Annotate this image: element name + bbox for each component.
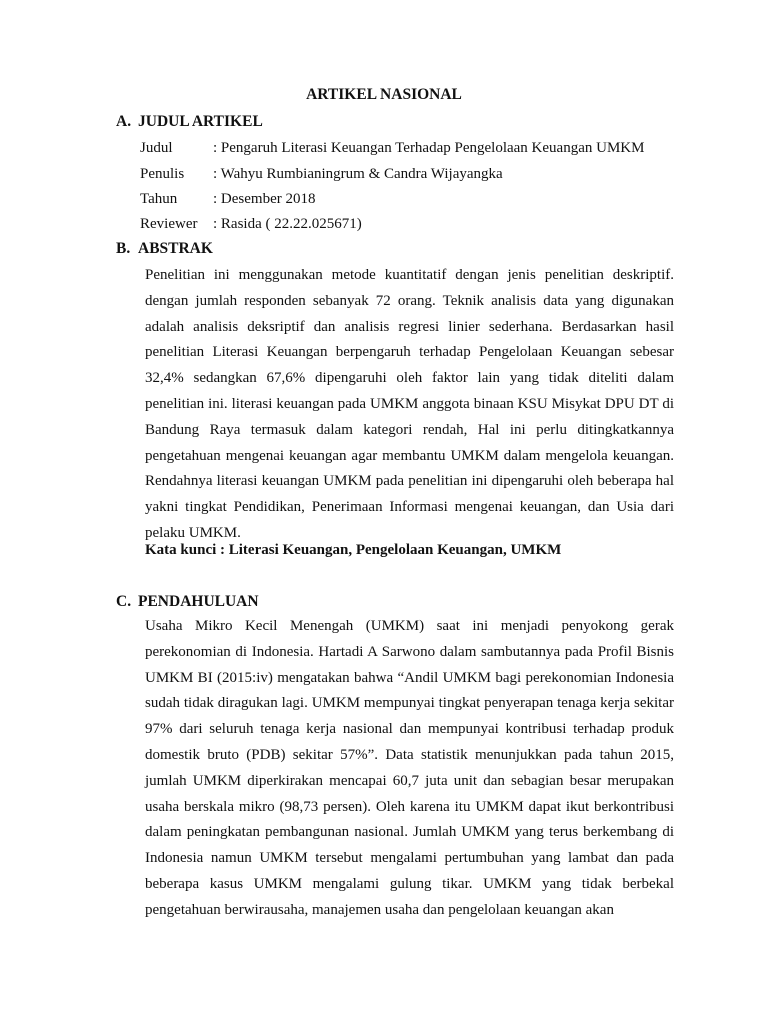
section-a-title: JUDUL ARTIKEL [138,113,263,130]
meta-value: : Rasida ( 22.22.025671) [213,216,362,232]
meta-label: Tahun [140,191,178,207]
section-c-letter: C. [116,593,132,610]
section-c-heading [116,593,259,611]
section-c-title: PENDAHULUAN [138,593,259,610]
introduction-paragraph: Usaha Mikro Kecil Menengah (UMKM) saat ini menjadi penyokong gerak perekonomian di Indonesia. Hartadi A Sarwono dalam sambutannya pada Profil Bisnis UMKM BI (2015:iv) mengatakan bahwa “Andil UMKM bagi perekonomian Indonesia sudah tidak diragukan lagi. UMKM mempunyai tingkat penyerapan tenaga kerja sekitar 97% dari seluruh tenaga kerja nasional dan mempunyai kontribusi terhadap produk domestik bruto (PDB) sekitar 57%”. Data statistik menunjukkan pada tahun 2015, jumlah UMKM diperkirakan mencapai 60,7 juta unit dan sebagian besar merupakan usaha berskala mikro (98,73 persen). Oleh karena itu UMKM dapat ikut berkontribusi dalam peningkatan pembangunan nasional. Jumlah UMKM yang terus berkembang di Indonesia namun UMKM tersebut mengalami pertumbuhan yang lambat dan pada beberapa kasus UMKM mengalami gulung tikar. UMKM yang tidak berbekal pengetahuan berwirausaha, manajemen usaha dan pengelolaan keuangan akan [145,618,674,918]
meta-label: Reviewer [140,216,198,232]
meta-row-reviewer [140,216,362,233]
section-b-letter: B. [116,240,131,257]
meta-label: Penulis [140,166,185,182]
abstract-paragraph: Penelitian ini menggunakan metode kuantitatif dengan jenis penelitian deskriptif. dengan jumlah responden sebanyak 72 orang. Teknik analisis data yang digunakan adalah analisis deksriptif dan analisis regresi linier sederhana. Berdasarkan hasil penelitian Literasi Keuangan berpengaruh terhadap Pengelolaan Keuangan sebesar 32,4% sedangkan 67,6% dipengaruhi oleh faktor lain yang tidak diteliti dalam penelitian ini. literasi keuangan pada UMKM anggota binaan KSU Misykat DPU DT di Bandung Raya termasuk dalam kategori rendah, Hal ini perlu ditingkatkannya pengetahuan mengenai keuangan agar membantu UMKM dalam mengelola keuangan. Rendahnya literasi keuangan UMKM pada penelitian ini dipengaruhi oleh beberapa hal yakni tingkat Pendidikan, Penerimaan Informasi mengenai keuangan, dan Usia dari pelaku UMKM. [145,267,674,541]
section-b-title: ABSTRAK [138,240,213,257]
meta-value: : Desember 2018 [213,191,316,207]
meta-value: : Wahyu Rumbianingrum & Candra Wijayangka [213,166,503,182]
document-title: ARTIKEL NASIONAL [306,86,462,103]
section-b-heading [116,240,213,258]
section-a-letter: A. [116,113,132,130]
meta-row-judul [140,140,644,157]
meta-value: : Pengaruh Literasi Keuangan Terhadap Pengelolaan Keuangan UMKM [213,140,645,156]
meta-row-penulis [140,166,503,183]
keywords-line: Kata kunci : Literasi Keuangan, Pengelolaan Keuangan, UMKM [145,542,562,558]
meta-label: Judul [140,140,173,156]
meta-row-tahun [140,191,315,208]
section-a-heading [116,113,263,131]
